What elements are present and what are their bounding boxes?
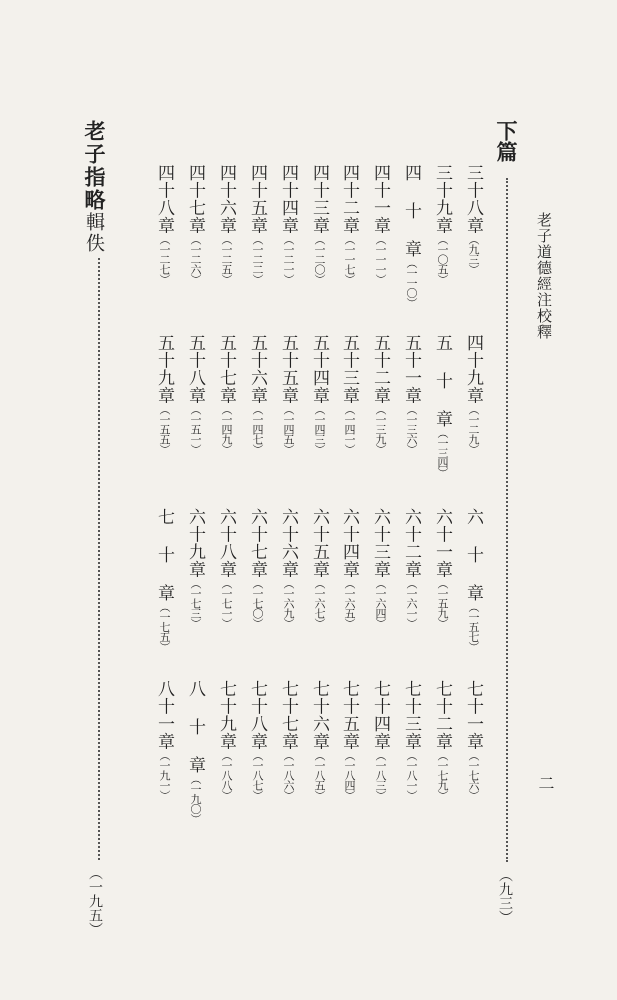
chapter-page: （一七三） — [189, 578, 202, 628]
chapter-label: 七十六章 — [309, 680, 329, 750]
chapter-page: （一一一） — [374, 234, 387, 284]
toc-entry[interactable] — [402, 334, 419, 454]
toc-entry[interactable] — [464, 508, 481, 652]
chapter-page: （一五七） — [467, 601, 480, 652]
toc-entry[interactable] — [371, 680, 388, 800]
chapter-page: （一七一） — [220, 578, 233, 628]
chapter-page: （一三六） — [405, 404, 418, 454]
chapter-page: （一五五） — [158, 404, 171, 454]
chapter-label: 六十七章 — [247, 508, 267, 578]
chapter-page: （一六九） — [282, 578, 295, 628]
toc-entry[interactable] — [217, 334, 234, 454]
toc-entry[interactable] — [310, 508, 327, 628]
chapter-label: 五十八章 — [185, 334, 205, 404]
chapter-page: （一〇五） — [436, 234, 449, 284]
chapter-page: （一七六） — [467, 750, 480, 800]
chapter-page: （一八六） — [282, 750, 295, 800]
toc-entry[interactable] — [371, 334, 388, 454]
chapter-label: 四十一章 — [370, 164, 390, 234]
toc-entry[interactable] — [155, 334, 172, 454]
toc-entry[interactable] — [433, 680, 450, 800]
chapter-label: 四十五章 — [247, 164, 267, 234]
chapter-label: 八十一章 — [154, 680, 174, 750]
chapter-label: 五十四章 — [309, 334, 329, 404]
chapter-label: 六十九章 — [185, 508, 205, 578]
toc-entry[interactable] — [155, 164, 172, 284]
chapter-page: （一八四） — [343, 750, 356, 800]
chapter-page: （九三） — [467, 234, 480, 274]
toc-entry[interactable] — [155, 680, 172, 800]
toc-entry[interactable] — [186, 680, 203, 824]
section-page: （九三） — [497, 868, 513, 924]
chapter-label: 六十四章 — [339, 508, 359, 578]
chapter-page: （一二〇） — [313, 234, 326, 284]
book-title: 老子道德經注校釋 — [535, 212, 553, 340]
appendix-subtitle: 輯佚 — [83, 212, 105, 254]
chapter-page: （一二七） — [158, 234, 171, 284]
chapter-page: （一六四） — [374, 578, 387, 628]
toc-entry[interactable] — [248, 334, 265, 454]
appendix-page: （一九五） — [87, 866, 103, 936]
toc-entry[interactable] — [402, 164, 419, 308]
chapter-label: 五十一章 — [401, 334, 421, 404]
toc-entry[interactable] — [217, 508, 234, 628]
chapter-label: 五十六章 — [247, 334, 267, 404]
toc-entry[interactable] — [217, 164, 234, 284]
toc-entry[interactable] — [371, 508, 388, 628]
chapter-page: （一四九） — [220, 404, 233, 454]
appendix-title-main: 老子指略 — [82, 120, 107, 212]
chapter-page: （一四三） — [313, 404, 326, 454]
page-number: 二 — [536, 775, 555, 791]
toc-entry[interactable] — [402, 680, 419, 800]
chapter-page: （一二九） — [467, 404, 480, 454]
chapter-label: 四十三章 — [309, 164, 329, 234]
toc-entry[interactable] — [279, 334, 296, 454]
chapter-label: 八 十 章 — [185, 680, 205, 774]
chapter-label: 六十三章 — [370, 508, 390, 578]
toc-entry[interactable] — [464, 680, 481, 800]
toc-entry[interactable] — [186, 508, 203, 628]
chapter-label: 七十八章 — [247, 680, 267, 750]
chapter-page: （一三四） — [436, 427, 449, 478]
toc-entry[interactable] — [340, 164, 357, 284]
chapter-label: 四十二章 — [339, 164, 359, 234]
section-leader-dots — [506, 178, 508, 862]
toc-entry[interactable] — [433, 508, 450, 628]
toc-entry[interactable] — [402, 508, 419, 628]
appendix-title[interactable] — [84, 120, 105, 254]
toc-entry[interactable] — [186, 164, 203, 284]
toc-entry[interactable] — [371, 164, 388, 284]
toc-entry[interactable] — [186, 334, 203, 454]
chapter-page: （一七九） — [436, 750, 449, 800]
chapter-page: （一五九） — [436, 578, 449, 628]
chapter-page: （一九〇） — [189, 773, 202, 824]
toc-entry[interactable] — [340, 508, 357, 628]
toc-entry[interactable] — [248, 164, 265, 284]
chapter-page: （一八一） — [405, 750, 418, 800]
chapter-label: 三十八章 — [463, 164, 483, 234]
toc-entry[interactable] — [310, 334, 327, 454]
chapter-page: （一四七） — [251, 404, 264, 454]
toc-entry[interactable] — [279, 164, 296, 284]
chapter-label: 七十二章 — [432, 680, 452, 750]
chapter-label: 七 十 章 — [154, 508, 174, 602]
chapter-label: 七十四章 — [370, 680, 390, 750]
chapter-page: （一四五） — [282, 404, 295, 454]
chapter-label: 七十五章 — [339, 680, 359, 750]
toc-entry[interactable] — [433, 334, 450, 478]
chapter-label: 六十二章 — [401, 508, 421, 578]
toc-entry[interactable] — [464, 334, 481, 454]
toc-entry[interactable] — [155, 508, 172, 652]
chapter-page: （一六一） — [405, 578, 418, 628]
toc-entry[interactable] — [433, 164, 450, 284]
chapter-label: 六十五章 — [309, 508, 329, 578]
chapter-label: 六十一章 — [432, 508, 452, 578]
chapter-label: 七十九章 — [216, 680, 236, 750]
chapter-page: （一八五） — [313, 750, 326, 800]
chapter-page: （一五一） — [189, 404, 202, 454]
chapter-label: 七十三章 — [401, 680, 421, 750]
chapter-label: 五十二章 — [370, 334, 390, 404]
chapter-label: 五十七章 — [216, 334, 236, 404]
chapter-page: （一二五） — [220, 234, 233, 284]
chapter-label: 六十八章 — [216, 508, 236, 578]
chapter-page: （一二二） — [251, 234, 264, 284]
chapter-page: （一六七） — [313, 578, 326, 628]
chapter-label: 四十四章 — [278, 164, 298, 234]
chapter-label: 七十七章 — [278, 680, 298, 750]
chapter-page: （一九一） — [158, 750, 171, 800]
chapter-label: 七十一章 — [463, 680, 483, 750]
toc-entry[interactable] — [248, 680, 265, 800]
appendix-leader-dots — [98, 258, 100, 860]
toc-entry[interactable] — [248, 508, 265, 628]
chapter-label: 三十九章 — [432, 164, 452, 234]
chapter-label: 五十三章 — [339, 334, 359, 404]
toc-entry[interactable] — [310, 680, 327, 800]
chapter-page: （一八三） — [374, 750, 387, 800]
toc-entry[interactable] — [340, 680, 357, 800]
chapter-page: （一八七） — [251, 750, 264, 800]
chapter-label: 四十八章 — [154, 164, 174, 234]
chapter-page: （一七五） — [158, 601, 171, 652]
chapter-page: （一八八） — [220, 750, 233, 800]
chapter-page: （一六五） — [343, 578, 356, 628]
chapter-label: 五十九章 — [154, 334, 174, 404]
section-title: 下篇 — [494, 120, 519, 162]
chapter-label: 六十六章 — [278, 508, 298, 578]
toc-entry[interactable] — [279, 508, 296, 628]
chapter-label: 四 十 章 — [401, 164, 421, 258]
chapter-page: （一二一） — [282, 234, 295, 284]
toc-entry[interactable] — [464, 164, 481, 274]
chapter-page: （一一〇） — [405, 257, 418, 308]
chapter-label: 六 十 章 — [463, 508, 483, 602]
chapter-label: 五十五章 — [278, 334, 298, 404]
chapter-page: （一二六） — [189, 234, 202, 284]
chapter-page: （一一七） — [343, 234, 356, 284]
chapter-page: （一三九） — [374, 404, 387, 454]
toc-entry[interactable] — [310, 164, 327, 284]
toc-entry[interactable] — [340, 334, 357, 454]
chapter-label: 四十七章 — [185, 164, 205, 234]
chapter-label: 五 十 章 — [432, 334, 452, 428]
chapter-label: 四十六章 — [216, 164, 236, 234]
chapter-page: （一四一） — [343, 404, 356, 454]
chapter-page: （一七〇） — [251, 578, 264, 628]
toc-entry[interactable] — [217, 680, 234, 800]
chapter-label: 四十九章 — [463, 334, 483, 404]
toc-entry[interactable] — [279, 680, 296, 800]
